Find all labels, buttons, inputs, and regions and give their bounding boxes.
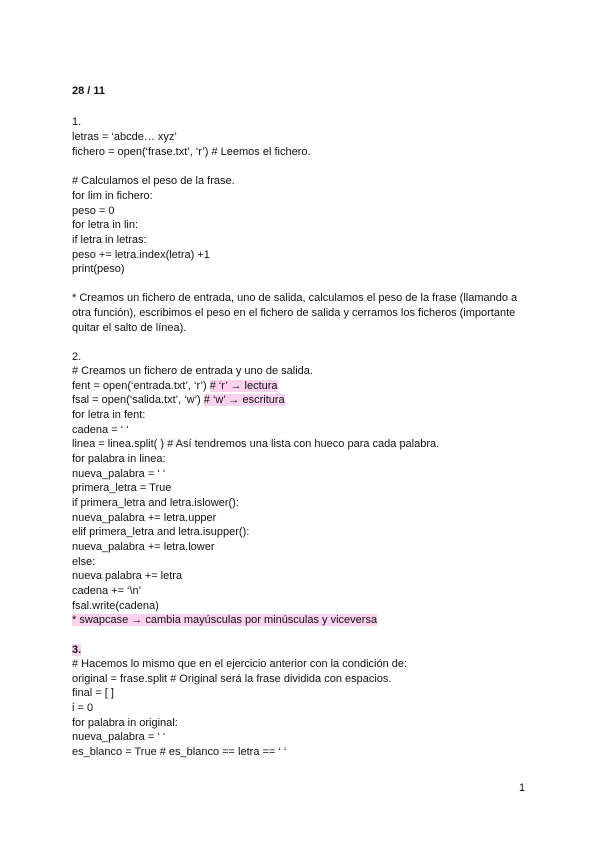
code-line: original = frase.split # Original será la frase dividida con espacios. <box>72 673 392 685</box>
note-line: * Creamos un fichero de entrada, uno de salida, calculamos el peso de la frase (llamando a <box>72 292 518 304</box>
exercise-3-number <box>72 643 81 657</box>
code-line: for letra in lin: <box>72 219 139 231</box>
code-line: nueva_palabra = ‘ ‘ <box>72 731 166 743</box>
code-line: for letra in fent: <box>72 409 146 421</box>
fent-comment-highlight: # ‘r’ → lectura <box>209 380 278 392</box>
code-line: # Calculamos el peso de la frase. <box>72 175 235 187</box>
code-line: i = 0 <box>72 702 94 714</box>
fsal-line <box>72 393 285 407</box>
code-line: for lim in fichero: <box>72 190 153 202</box>
code-line: if letra in letras: <box>72 234 147 246</box>
code-line: print(peso) <box>72 263 125 275</box>
exercise-1-number: 1. <box>72 116 82 128</box>
fent-line <box>72 379 278 393</box>
note-line: quitar el salto de línea). <box>72 322 187 334</box>
swapcase-note <box>72 613 377 627</box>
fsal-comment-highlight: # ‘w’ → escritura <box>203 394 285 406</box>
code-line: nueva palabra += letra <box>72 570 183 582</box>
code-line: elif primera_letra and letra.isupper(): <box>72 526 250 538</box>
code-line: es_blanco = True # es_blanco == letra == ‘ ‘ <box>72 746 287 758</box>
code-line: peso += letra.index(letra) +1 <box>72 249 210 261</box>
page-number: 1 <box>519 782 526 794</box>
code-line: primera_letra = True <box>72 482 172 494</box>
exercise-3-highlight: 3. <box>72 644 82 656</box>
code-line: else: <box>72 556 96 568</box>
code-line: peso = 0 <box>72 205 115 217</box>
fsal-code: fsal = open(‘salida.txt’, ‘w’) <box>72 394 201 406</box>
code-line: # Creamos un fichero de entrada y uno de salida. <box>72 365 313 377</box>
code-line: for palabra in linea: <box>72 453 166 465</box>
code-line: cadena = ‘ ‘ <box>72 424 129 436</box>
date-heading: 28 / 11 <box>72 85 106 97</box>
code-line: if primera_letra and letra.islower(): <box>72 497 239 509</box>
note-line: otra función), escribimos el peso en el fichero de salida y cerramos los ficheros (importante <box>72 307 516 319</box>
fent-code: fent = open(‘entrada.txt’, ‘r’) <box>72 380 207 392</box>
code-line: # Hacemos lo mismo que en el ejercicio anterior con la condición de: <box>72 658 408 670</box>
swapcase-note-highlight: * swapcase → cambia mayúsculas por minúsculas y viceversa <box>72 614 378 626</box>
code-line: linea = linea.split( ) # Así tendremos una lista con hueco para cada palabra. <box>72 438 440 450</box>
code-line: nueva_palabra = ‘ ‘ <box>72 468 166 480</box>
code-line: nueva_palabra += letra.lower <box>72 541 215 553</box>
code-line: fichero = open(‘frase.txt’, ‘r’) # Leemos el fichero. <box>72 146 311 158</box>
exercise-2-number: 2. <box>72 351 82 363</box>
code-line: letras = ‘abcde… xyz’ <box>72 131 177 143</box>
code-line: nueva_palabra += letra.upper <box>72 512 217 524</box>
code-line: final = [ ] <box>72 687 114 699</box>
code-line: cadena += ‘\n’ <box>72 585 142 597</box>
code-line: fsal.write(cadena) <box>72 600 159 612</box>
code-line: for palabra in original: <box>72 717 178 729</box>
